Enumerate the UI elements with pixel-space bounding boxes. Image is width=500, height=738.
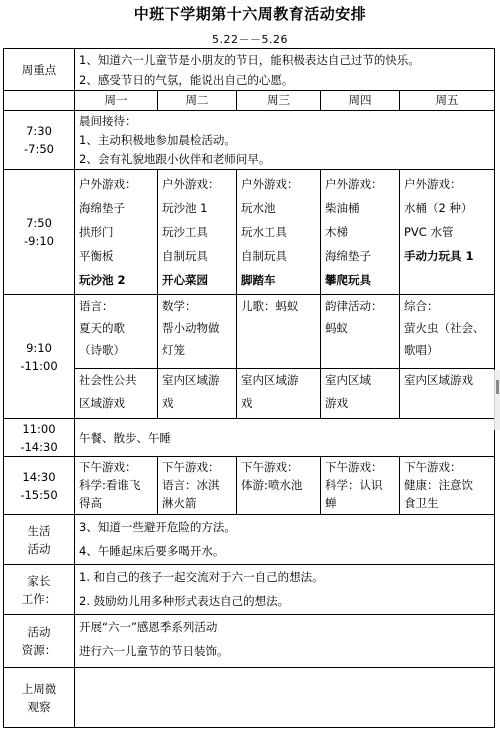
area-line: 社会性公共 [79, 373, 137, 387]
outdoor-item: 平衡板 [79, 249, 114, 263]
day-header-tue: 周二 [158, 91, 237, 111]
lunch-content [75, 419, 495, 457]
lesson-cell-mon [75, 295, 158, 369]
lesson-cell-tue [158, 295, 237, 369]
date-range: 5.22－－5.26 [212, 33, 288, 46]
outdoor-item: 海绵垫子 [325, 249, 371, 263]
area-line: 室内区域 [325, 373, 371, 387]
parents-content [75, 565, 495, 615]
resources-content [75, 615, 495, 668]
label-line: 生活 [27, 523, 51, 538]
day-header-wed: 周三 [237, 91, 321, 111]
lesson-line: 夏天的歌 [79, 321, 125, 335]
time-start: 9:10 [26, 340, 52, 355]
outdoor-item: 玩沙工具 [162, 225, 208, 239]
label-line: 家长 [27, 573, 51, 588]
focus-line: 1、知道六一儿童节是小朋友的节日，能积极表达自己过节的快乐。 [79, 53, 420, 67]
afternoon-cell-tue [158, 457, 237, 515]
schedule-table [3, 48, 495, 728]
afternoon-line: 下午游戏： [404, 460, 462, 474]
focus-label: 周重点 [4, 49, 75, 91]
outdoor-item: 柴油桶 [325, 201, 360, 215]
label-line: 工作： [21, 591, 57, 606]
lesson-line: 综合： [404, 299, 439, 313]
time-start: 7:50 [26, 216, 52, 230]
focus-content [75, 49, 495, 91]
outdoor-featured: 开心菜园 [162, 273, 208, 287]
outdoor-item: 玩水工具 [241, 225, 287, 239]
afternoon-line: 下午游戏： [241, 460, 299, 474]
time-end: -9:10 [24, 234, 54, 248]
afternoon-line: 科学:看谁飞 [79, 478, 141, 492]
afternoon-cell-mon [75, 457, 158, 515]
label-line: 观察 [27, 699, 51, 714]
scrollbar-thumb[interactable] [496, 380, 499, 394]
days-header-row [4, 91, 495, 111]
lesson-line: 萤火虫（社会、 [404, 321, 485, 335]
lesson-cell-thu [321, 295, 400, 369]
time-start: 14:30 [22, 469, 56, 484]
afternoon-line: 下午游戏： [162, 460, 220, 474]
focus-row [4, 49, 495, 91]
afternoon-row [4, 457, 495, 515]
time-end: -15:50 [20, 487, 58, 502]
outdoor-item: 自制玩具 [241, 249, 287, 263]
area-cell-mon [75, 369, 158, 419]
outdoor-cell-thu [321, 170, 400, 295]
outdoor-time [4, 170, 75, 295]
lesson-line: 歌唱） [404, 343, 439, 357]
afternoon-line: 下午游戏： [79, 460, 137, 474]
area-line: 室内区域游 [241, 373, 299, 387]
area-line: 区域游戏 [79, 396, 125, 410]
lunch-row [4, 419, 495, 457]
lesson-line: 帮小动物做 [162, 321, 220, 335]
parents-row [4, 565, 495, 615]
morning-content [75, 111, 495, 170]
lunch-time [4, 419, 75, 457]
days-header-empty [4, 91, 75, 111]
outdoor-item: PVC 水管 [404, 225, 454, 239]
afternoon-line: 语言：冰淇 [162, 478, 220, 492]
lesson-line: 语言： [79, 299, 114, 313]
resources-label [4, 615, 75, 668]
afternoon-time [4, 457, 75, 515]
time-end: -14:30 [20, 439, 58, 454]
outdoor-item: 玩沙池 1 [162, 201, 208, 215]
time-end: -11:00 [20, 358, 58, 373]
life-line: 4、午睡起床后要多喝开水。 [79, 544, 225, 558]
area-cell-tue [158, 369, 237, 419]
label-line: 活动 [27, 625, 51, 639]
time-start: 11:00 [22, 421, 56, 436]
lesson-cell-fri [400, 295, 495, 369]
resources-row [4, 615, 495, 668]
outdoor-featured: 攀爬玩具 [325, 273, 371, 287]
lesson-line: 儿歌：蚂蚁 [241, 299, 299, 313]
afternoon-cell-wed [237, 457, 321, 515]
label-line: 资源： [21, 643, 57, 657]
time-start: 7:30 [26, 124, 52, 138]
area-line: 室内区域游戏 [404, 373, 473, 387]
morning-row [4, 111, 495, 170]
area-cell-thu [321, 369, 400, 419]
outdoor-cell-tue [158, 170, 237, 295]
focus-line: 2、感受节日的气氛，能说出自己的心愿。 [79, 73, 294, 87]
morning-time [4, 111, 75, 170]
observation-content [75, 668, 495, 728]
afternoon-line: 淋火箭 [162, 496, 197, 510]
outdoor-row [4, 170, 495, 295]
life-row [4, 515, 495, 565]
outdoor-item: 海绵垫子 [79, 201, 125, 215]
day-header-fri: 周五 [400, 91, 495, 111]
resources-line: 开展“六一”感恩季系列活动 [79, 620, 218, 634]
afternoon-line: 得高 [79, 496, 102, 510]
parents-label [4, 565, 75, 615]
parents-line: 1. 和自己的孩子一起交流对于六一自己的想法。 [79, 570, 324, 584]
life-line: 3、知道一些避开危险的方法。 [79, 520, 236, 534]
outdoor-item: 户外游戏： [404, 177, 462, 191]
outdoor-item: 拱形门 [79, 225, 114, 239]
life-label [4, 515, 75, 565]
page-title: 中班下学期第十六周教育活动安排 [133, 5, 367, 23]
afternoon-line: 体游:喷水池 [241, 478, 303, 492]
outdoor-featured: 脚踏车 [241, 273, 276, 287]
day-header-thu: 周四 [321, 91, 400, 111]
vertical-scrollbar[interactable] [494, 370, 500, 430]
morning-line: 2、会有礼貌地跟小伙伴和老师问早。 [79, 152, 271, 166]
afternoon-cell-fri [400, 457, 495, 515]
outdoor-cell-fri [400, 170, 495, 295]
outdoor-item: 户外游戏： [241, 177, 299, 191]
area-cell-fri [400, 369, 495, 419]
area-line: 戏 [162, 396, 174, 410]
observation-label [4, 668, 75, 728]
afternoon-line: 下午游戏： [325, 460, 383, 474]
area-line: 戏 [241, 396, 253, 410]
life-content [75, 515, 495, 565]
area-games-row [4, 369, 495, 419]
lesson-line: 灯笼 [162, 343, 185, 357]
morning-line: 1、主动积极地参加晨检活动。 [79, 133, 236, 147]
lesson-line: （诗歌） [79, 343, 125, 357]
afternoon-line: 蝉 [325, 496, 337, 510]
lesson-cell-wed [237, 295, 321, 369]
morning-title: 晨间接待： [79, 114, 137, 128]
observation-row [4, 668, 495, 728]
outdoor-item: 户外游戏： [162, 177, 220, 191]
lesson-line: 蚂蚁 [325, 321, 348, 335]
outdoor-item: 水桶（2 种） [404, 201, 473, 215]
outdoor-item: 木梯 [325, 225, 348, 239]
outdoor-featured: 手动力玩具 1 [404, 249, 474, 263]
area-line: 室内区域游 [162, 373, 220, 387]
resources-line: 进行六一儿童节的节日装饰。 [79, 644, 229, 658]
afternoon-line: 健康：注意饮 [404, 478, 473, 492]
lunch-text: 午餐、散步、午睡 [79, 430, 171, 445]
afternoon-line: 科学：认识 [325, 478, 383, 492]
day-header-mon: 周一 [75, 91, 158, 111]
lessons-time [4, 295, 75, 419]
outdoor-item: 户外游戏： [79, 177, 137, 191]
outdoor-cell-wed [237, 170, 321, 295]
afternoon-cell-thu [321, 457, 400, 515]
lesson-line: 数学： [162, 299, 197, 313]
parents-line: 2. 鼓励幼儿用多种形式表达自己的想法。 [79, 594, 290, 608]
outdoor-item: 户外游戏： [325, 177, 383, 191]
label-line: 活动 [27, 541, 51, 556]
area-cell-wed [237, 369, 321, 419]
label-line: 上周微 [21, 681, 57, 696]
outdoor-item: 玩水池 [241, 201, 276, 215]
area-line: 游戏 [325, 396, 348, 410]
outdoor-featured: 玩沙池 2 [79, 273, 126, 287]
time-end: -7:50 [24, 142, 54, 156]
lesson-line: 韵律活动： [325, 299, 383, 313]
afternoon-line: 食卫生 [404, 496, 439, 510]
lessons-row [4, 295, 495, 369]
outdoor-item: 自制玩具 [162, 249, 208, 263]
outdoor-cell-mon [75, 170, 158, 295]
